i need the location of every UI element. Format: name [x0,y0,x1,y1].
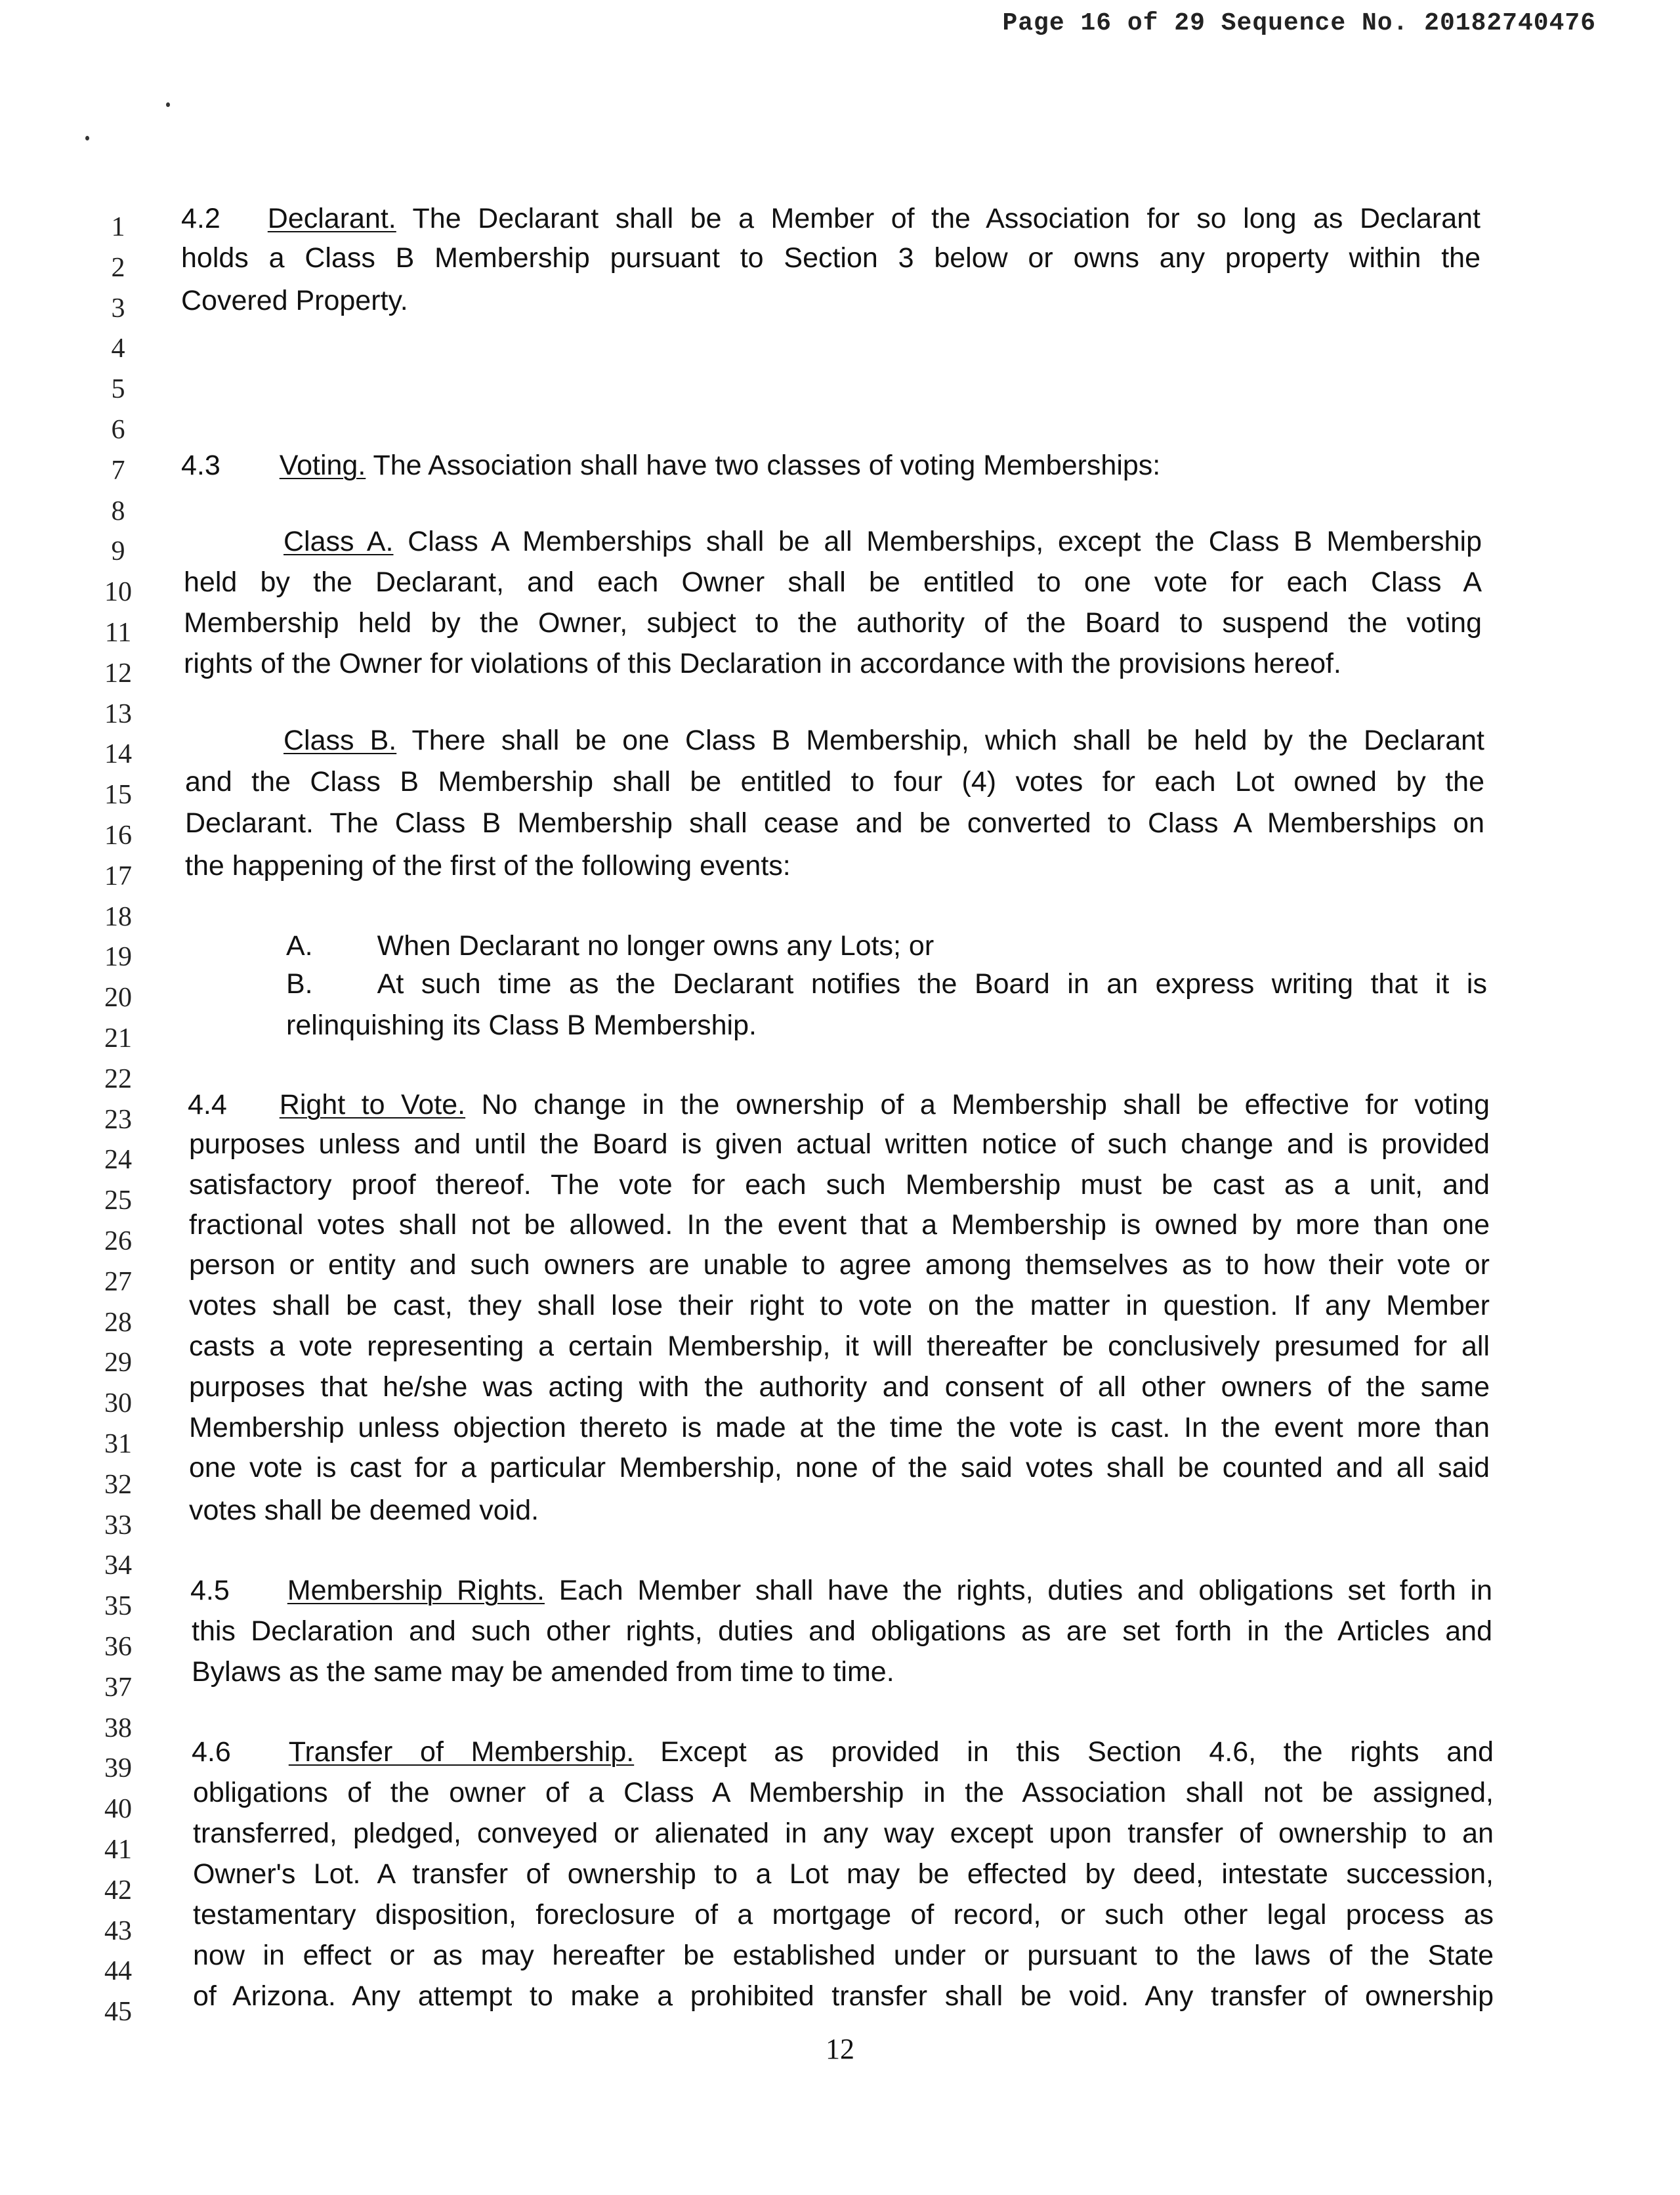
section-4-6-line: Owner's Lot. A transfer of ownership to a Lot may be effected by deed, intestate succession, [193,1858,1494,1890]
line-number: 21 [104,1023,132,1054]
section-4-4-line: person or entity and such owners are unable to agree among themselves as to how their vote or [189,1249,1490,1281]
line-number: 6 [111,415,125,445]
line-number: 26 [104,1226,132,1256]
section-4-2-line: holds a Class B Membership pursuant to Section 3 below or owns any property within the [181,242,1480,274]
class-a-line: Membership held by the Owner, subject to the authority of the Board to suspend the voting [184,607,1482,639]
line-number: 22 [104,1064,132,1094]
line-number: 11 [104,618,132,648]
line-number: 19 [104,942,132,972]
section-4-6-line: testamentary disposition, foreclosure of a mortgage of record, or such other legal process as [193,1899,1494,1930]
line-number: 32 [104,1470,132,1500]
line-number: 15 [104,780,132,810]
section-text: Except as provided in this Section 4.6, the rights and [660,1736,1494,1768]
section-4-6-line: now in effect or as may hereafter be established under or pursuant to the laws of the State [193,1940,1494,1971]
section-4-4-line: fractional votes shall not be allowed. In the event that a Membership is owned by more than one [189,1209,1490,1241]
section-4-5-line: this Declaration and such other rights, duties and obligations as are set forth in the Articles and [192,1615,1492,1647]
section-4-4-line: votes shall be cast, they shall lose their right to vote on the matter in question. If any Member [189,1290,1490,1321]
section-title: Declarant. [267,203,396,234]
section-title: Right to Vote. [279,1089,466,1120]
line-number: 17 [104,861,132,891]
line-number: 27 [104,1267,132,1297]
list-label: B. [286,968,313,1000]
line-number: 2 [111,253,125,283]
line-number: 39 [104,1753,132,1783]
section-4-6-line: obligations of the owner of a Class A Membership in the Association shall not be assigned, [193,1777,1494,1808]
line-number: 23 [104,1105,132,1135]
line-number: 1 [111,212,125,242]
section-4-5-line [190,1577,1492,1605]
section-title: Voting. [279,450,366,481]
list-item-a [286,932,1599,960]
line-number: 24 [104,1145,132,1175]
line-number: 7 [111,456,125,486]
list-item-b-cont: relinquishing its Class B Membership. [286,1010,757,1041]
line-number: 16 [104,820,132,851]
line-number: 40 [104,1794,132,1824]
class-a-line [284,528,1482,556]
line-number: 42 [104,1875,132,1906]
line-number: 36 [104,1632,132,1662]
section-4-3-line [181,452,1494,480]
section-4-6-line: of Arizona. Any attempt to make a prohibited transfer shall be void. Any transfer of ownership [193,1980,1494,2012]
line-number: 8 [111,496,125,526]
section-4-2-line: Covered Property. [181,285,408,316]
line-number: 35 [104,1591,132,1621]
section-4-4-line [188,1091,1490,1119]
section-text: No change in the ownership of a Membership shall be effective for voting [481,1089,1490,1120]
subsection-text: There shall be one Class B Membership, which shall be held by the Declarant [411,725,1484,756]
line-number: 41 [104,1835,132,1865]
section-number: 4.4 [188,1089,227,1120]
line-number: 31 [104,1429,132,1459]
list-label: A. [286,930,313,962]
line-number: 12 [104,658,132,689]
line-number: 9 [111,536,125,566]
line-number: 43 [104,1916,132,1946]
line-number: 13 [104,699,132,729]
section-4-4-line: votes shall be deemed void. [189,1495,539,1526]
section-4-5-line: Bylaws as the same may be amended from time to time. [192,1656,894,1688]
section-4-4-line: casts a vote representing a certain Membership, it will thereafter be conclusively presumed for all [189,1331,1490,1362]
line-number: 14 [104,739,132,769]
subsection-title: Class A. [284,526,394,557]
line-number: 25 [104,1185,132,1216]
list-text: When Declarant no longer owns any Lots; or [377,930,934,962]
line-number: 28 [104,1308,132,1338]
line-number: 4 [111,333,125,364]
line-number: 38 [104,1713,132,1743]
line-number: 18 [104,902,132,932]
line-number: 44 [104,1956,132,1986]
section-number: 4.5 [190,1575,230,1606]
section-4-4-line: one vote is cast for a particular Membership, none of the said votes shall be counted and all said [189,1452,1490,1483]
section-4-4-line: purposes that he/she was acting with the authority and consent of all other owners of the same [189,1371,1490,1403]
class-b-line [284,727,1484,755]
class-a-line: rights of the Owner for violations of this Declaration in accordance with the provisions hereof. [184,648,1341,679]
section-number: 4.6 [192,1736,231,1768]
class-b-line: Declarant. The Class B Membership shall cease and be converted to Class A Memberships on [185,807,1484,839]
line-number: 20 [104,983,132,1013]
subsection-text: Class A Memberships shall be all Memberships, except the Class B Membership [408,526,1482,557]
class-b-line: the happening of the first of the following events: [185,850,791,882]
section-4-2-line [181,205,1480,233]
section-text: The Declarant shall be a Member of the Association for so long as Declarant [412,203,1481,234]
section-4-4-line: satisfactory proof thereof. The vote for each such Membership must be cast as a unit, and [189,1169,1490,1201]
line-number: 10 [104,577,132,607]
section-number: 4.2 [181,203,220,234]
line-number: 3 [111,293,125,324]
line-number: 5 [111,374,125,404]
scan-mark [166,102,170,107]
page-number: 12 [826,2033,854,2065]
page-header: Page 16 of 29 Sequence No. 20182740476 [1002,9,1596,37]
section-4-6-line [192,1738,1494,1766]
line-number: 37 [104,1673,132,1703]
list-item-b [286,970,1487,998]
scan-mark [85,136,89,140]
section-4-6-line: transferred, pledged, conveyed or alienated in any way except upon transfer of ownership to an [193,1818,1494,1849]
line-number: 45 [104,1997,132,2027]
class-a-line: held by the Declarant, and each Owner shall be entitled to one vote for each Class A [184,566,1482,598]
line-number: 30 [104,1388,132,1418]
class-b-line: and the Class B Membership shall be entitled to four (4) votes for each Lot owned by the [185,766,1484,798]
section-title: Transfer of Membership. [288,1736,635,1768]
line-number: 29 [104,1348,132,1378]
subsection-title: Class B. [284,725,397,756]
section-number: 4.3 [181,450,220,481]
section-text: Each Member shall have the rights, duties and obligations set forth in [558,1575,1492,1606]
section-text: The Association shall have two classes of voting Memberships: [373,450,1161,481]
section-4-4-line: purposes unless and until the Board is given actual written notice of such change and is provided [189,1128,1490,1160]
section-4-4-line: Membership unless objection thereto is made at the time the vote is cast. In the event more than [189,1412,1490,1443]
section-title: Membership Rights. [287,1575,545,1606]
line-number: 34 [104,1550,132,1581]
list-text: At such time as the Declarant notifies the Board in an express writing that it is [377,968,1487,1000]
line-number: 33 [104,1510,132,1541]
